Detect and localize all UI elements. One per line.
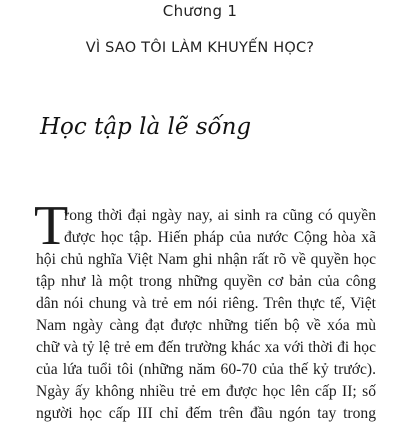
body-line: hội chủ nghĩa Việt Nam ghi nhận rất rõ về quyền học <box>36 251 376 268</box>
chapter-title: VÌ SAO TÔI LÀM KHUYẾN HỌC? <box>85 40 315 56</box>
body-line: tập như là một trong những quyền cơ bản của công <box>36 273 376 290</box>
body-line: được học tập. Hiến pháp của nước Cộng hòa xã <box>64 229 376 246</box>
drop-cap: T <box>34 195 69 257</box>
body-line: rong thời đại ngày nay, ai sinh ra cũng có quyền <box>64 207 376 224</box>
body-line: dân nói chung và trẻ em nói riêng. Trên thực tế, Việt <box>36 295 376 312</box>
body-line: Ngày ấy không nhiều trẻ em được học lên cấp II; số <box>36 383 376 400</box>
body-line: Nam ngày càng đạt được những tiến bộ về xóa mù <box>36 317 376 334</box>
section-heading: Học tập là lẽ sống <box>40 114 252 140</box>
chapter-label: Chương 1 <box>162 2 238 20</box>
body-line: người học cấp III chỉ đếm trên đầu ngón tay trong <box>36 405 376 422</box>
body-line: của lứa tuổi tôi (những năm 60-70 của thế kỷ trước). <box>36 361 376 378</box>
body-line: chữ và tỷ lệ trẻ em đến trường khác xa với thời đi học <box>36 339 376 356</box>
